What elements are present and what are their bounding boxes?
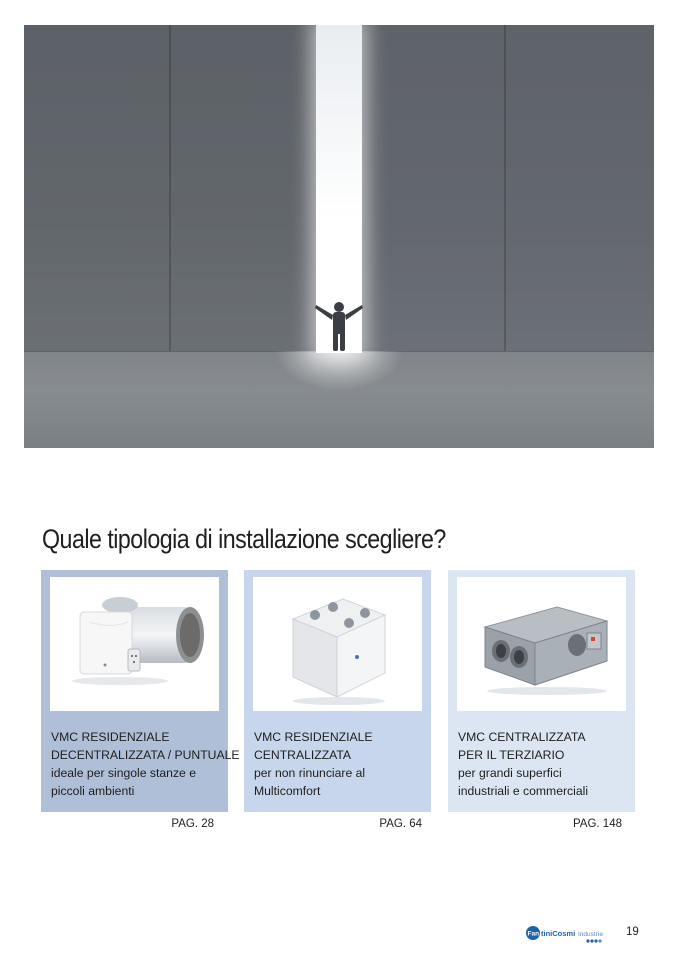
card-title-line: DECENTRALIZZATA / PUNTUALE bbox=[51, 748, 240, 762]
page-reference-link[interactable]: PAG. 28 bbox=[171, 818, 214, 830]
fantinicosmi-logo bbox=[526, 925, 606, 945]
card-description-line: per grandi superfici bbox=[458, 766, 562, 780]
page-number: 19 bbox=[626, 926, 639, 938]
card-description-line: piccoli ambienti bbox=[51, 784, 135, 798]
card-description-line: per non rinunciare al bbox=[254, 766, 366, 780]
card-description-line: industriali e commerciali bbox=[458, 784, 589, 798]
product-image-centralized bbox=[253, 577, 422, 711]
page-reference-link[interactable]: PAG. 64 bbox=[379, 818, 422, 830]
product-image-commercial bbox=[457, 577, 626, 711]
card-decentralized[interactable] bbox=[41, 570, 240, 812]
brand-logo-icon bbox=[526, 925, 606, 945]
logo-suffix-text: Industrie bbox=[578, 931, 603, 938]
page-title: Quale tipologia di installazione scegliere? bbox=[42, 524, 446, 554]
card-title-line: PER IL TERZIARIO bbox=[458, 748, 565, 762]
card-residential-centralized[interactable] bbox=[244, 570, 431, 812]
heat-recovery-unit-icon bbox=[253, 577, 422, 711]
logo-fan-text: Fan bbox=[527, 930, 540, 938]
product-image-decentralized bbox=[50, 577, 219, 711]
page-reference-link[interactable]: PAG. 148 bbox=[572, 818, 622, 830]
ventilation-unit-icon bbox=[50, 577, 219, 711]
card-description-line: ideale per singole stanze e bbox=[51, 766, 196, 780]
commercial-air-handler-icon bbox=[457, 577, 626, 711]
hero-photo bbox=[24, 25, 654, 448]
logo-brand-text: tiniCosmi bbox=[541, 929, 576, 938]
card-commercial-centralized[interactable] bbox=[448, 570, 635, 812]
card-description-line: Multicomfort bbox=[254, 784, 321, 798]
card-title-line: VMC RESIDENZIALE bbox=[51, 730, 170, 744]
person-silhouette-icon bbox=[24, 25, 654, 448]
card-title-line: VMC RESIDENZIALE bbox=[254, 730, 373, 744]
card-title-line: VMC CENTRALIZZATA bbox=[458, 730, 586, 744]
card-title-line: CENTRALIZZATA bbox=[254, 748, 352, 762]
